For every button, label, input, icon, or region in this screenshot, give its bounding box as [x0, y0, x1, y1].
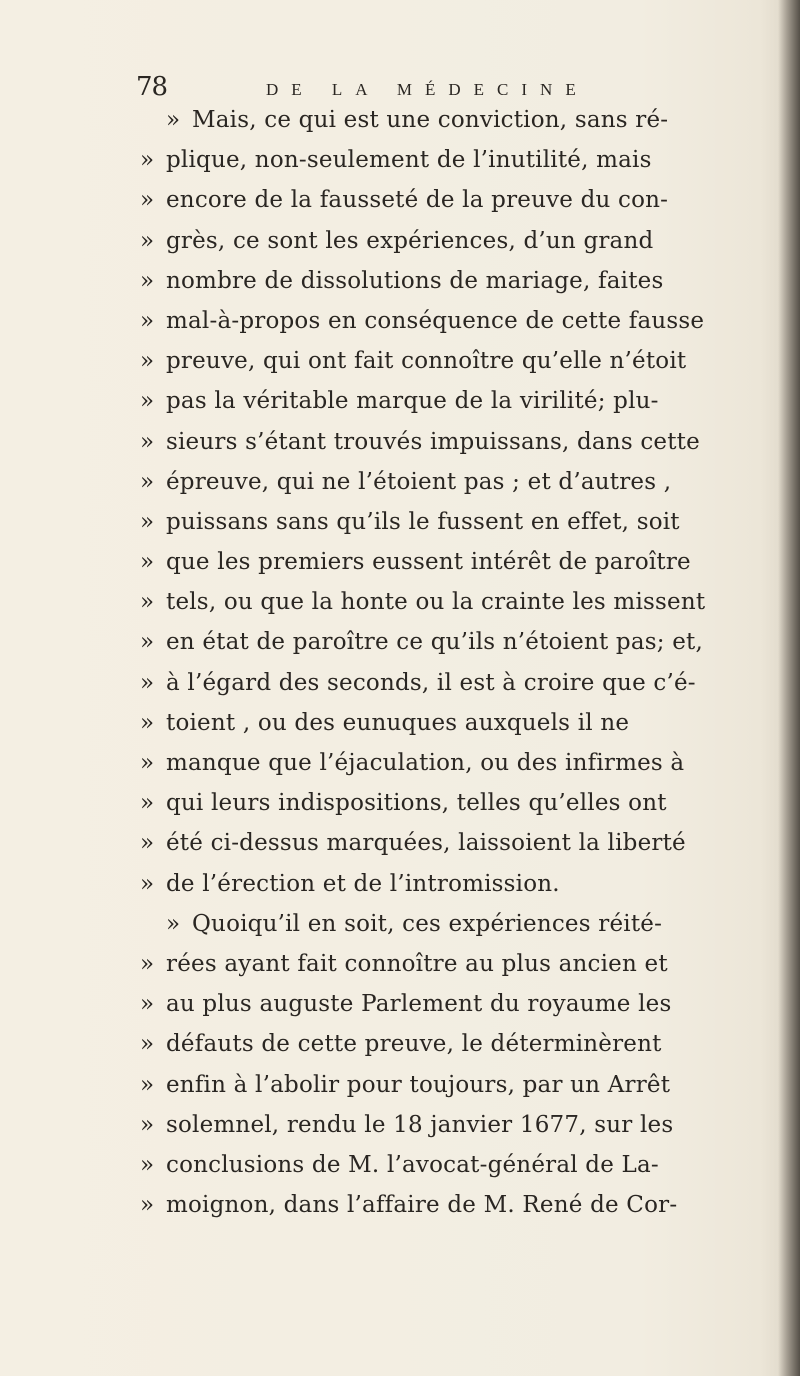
text-line	[140, 904, 796, 944]
line-text: toient , ou des eunuques auxquels il ne	[166, 709, 630, 736]
quotation-mark: »	[140, 709, 155, 736]
text-line	[140, 1105, 796, 1145]
line-text: de l’érection et de l’intromission.	[166, 870, 560, 897]
page-number: 78	[136, 72, 168, 102]
quotation-mark: »	[140, 950, 155, 977]
quotation-mark: »	[140, 1151, 155, 1178]
quotation-mark: »	[140, 1071, 155, 1098]
text-line	[140, 984, 796, 1024]
text-line	[140, 703, 796, 743]
quotation-mark: »	[140, 589, 155, 616]
quotation-mark: »	[140, 1111, 155, 1138]
quotation-mark: »	[166, 910, 181, 937]
text-line	[140, 743, 796, 783]
text-line	[140, 1145, 796, 1185]
text-line	[140, 301, 796, 341]
text-line	[140, 381, 796, 421]
line-text: à l’égard des seconds, il est à croire que c’é-	[166, 669, 696, 696]
quotation-mark: »	[140, 147, 155, 174]
quotation-mark: »	[140, 750, 155, 776]
line-text: épreuve, qui ne l’étoient pas ; et d’autres ,	[166, 468, 672, 495]
quotation-mark: »	[140, 388, 155, 415]
text-line	[140, 864, 796, 904]
quotation-mark: »	[140, 669, 155, 696]
line-text: encore de la fausseté de la preuve du con-	[166, 187, 669, 214]
quotation-mark: »	[140, 991, 155, 1018]
quotation-mark: »	[140, 629, 155, 656]
quotation-mark: »	[140, 267, 155, 294]
quotation-mark: »	[140, 187, 155, 214]
line-text: solemnel, rendu le 18 janvier 1677, sur les	[166, 1111, 674, 1138]
text-line	[140, 622, 796, 662]
quotation-mark: »	[140, 1192, 155, 1219]
line-text: été ci-dessus marquées, laissoient la liberté	[166, 830, 686, 857]
quotation-mark: »	[140, 549, 155, 576]
quotation-mark: »	[140, 870, 155, 897]
body-text	[140, 100, 796, 1225]
text-line	[140, 140, 796, 180]
quotation-mark: »	[140, 1031, 155, 1058]
text-line	[140, 582, 796, 622]
line-text: en état de paroître ce qu’ils n’étoient pas; et,	[166, 629, 703, 656]
text-line	[140, 221, 796, 261]
quotation-mark: »	[140, 428, 155, 455]
line-text: grès, ce sont les expériences, d’un grand	[166, 227, 654, 254]
quotation-mark: »	[140, 468, 155, 495]
quotation-mark: »	[140, 508, 155, 535]
quotation-mark: »	[140, 348, 155, 375]
quotation-mark: »	[166, 107, 181, 133]
text-line	[140, 783, 796, 823]
text-line	[140, 944, 796, 984]
text-line	[140, 1185, 796, 1225]
line-text: conclusions de M. l’avocat-général de La-	[166, 1151, 659, 1178]
line-text: au plus auguste Parlement du royaume les	[166, 991, 672, 1018]
line-text: sieurs s’étant trouvés impuissans, dans cette	[166, 428, 700, 455]
quotation-mark: »	[140, 830, 155, 857]
line-text: Quoiqu’il en soit, ces expériences réité-	[192, 910, 663, 937]
line-text: puissans sans qu’ils le fussent en effet, soit	[166, 508, 680, 535]
line-text: pas la véritable marque de la virilité; plu-	[166, 388, 659, 415]
text-line	[140, 422, 796, 462]
line-text: défauts de cette preuve, le déterminèrent	[166, 1031, 662, 1058]
line-text: enfin à l’abolir pour toujours, par un Arrêt	[166, 1071, 671, 1098]
line-text: qui leurs indispositions, telles qu’elles ont	[166, 790, 667, 817]
line-text: nombre de dissolutions de mariage, faites	[166, 267, 664, 294]
text-line	[140, 663, 796, 703]
line-text: plique, non-seulement de l’inutilité, mais	[166, 147, 652, 174]
text-line	[140, 542, 796, 582]
line-text: tels, ou que la honte ou la crainte les missent	[166, 589, 706, 616]
text-line	[140, 261, 796, 301]
quotation-mark: »	[140, 227, 155, 254]
quotation-mark: »	[140, 307, 155, 334]
text-line	[140, 823, 796, 863]
text-line	[140, 180, 796, 220]
quotation-mark: »	[140, 790, 155, 817]
text-line	[140, 1024, 796, 1064]
line-text: preuve, qui ont fait connoître qu’elle n’étoit	[166, 348, 687, 375]
line-text: que les premiers eussent intérêt de paroître	[166, 549, 691, 576]
line-text: rées ayant fait connoître au plus ancien et	[166, 950, 668, 977]
line-text: manque que l’éjaculation, ou des infirmes à	[166, 750, 685, 776]
running-title: DE LA MÉDECINE	[266, 80, 589, 99]
line-text: mal-à-propos en conséquence de cette fausse	[166, 307, 705, 334]
text-line	[140, 1065, 796, 1105]
text-line	[140, 100, 796, 140]
text-line	[140, 462, 796, 502]
text-line	[140, 341, 796, 381]
line-text: moignon, dans l’affaire de M. René de Cor-	[166, 1192, 678, 1219]
text-line	[140, 502, 796, 542]
line-text: Mais, ce qui est une conviction, sans ré-	[192, 107, 669, 133]
